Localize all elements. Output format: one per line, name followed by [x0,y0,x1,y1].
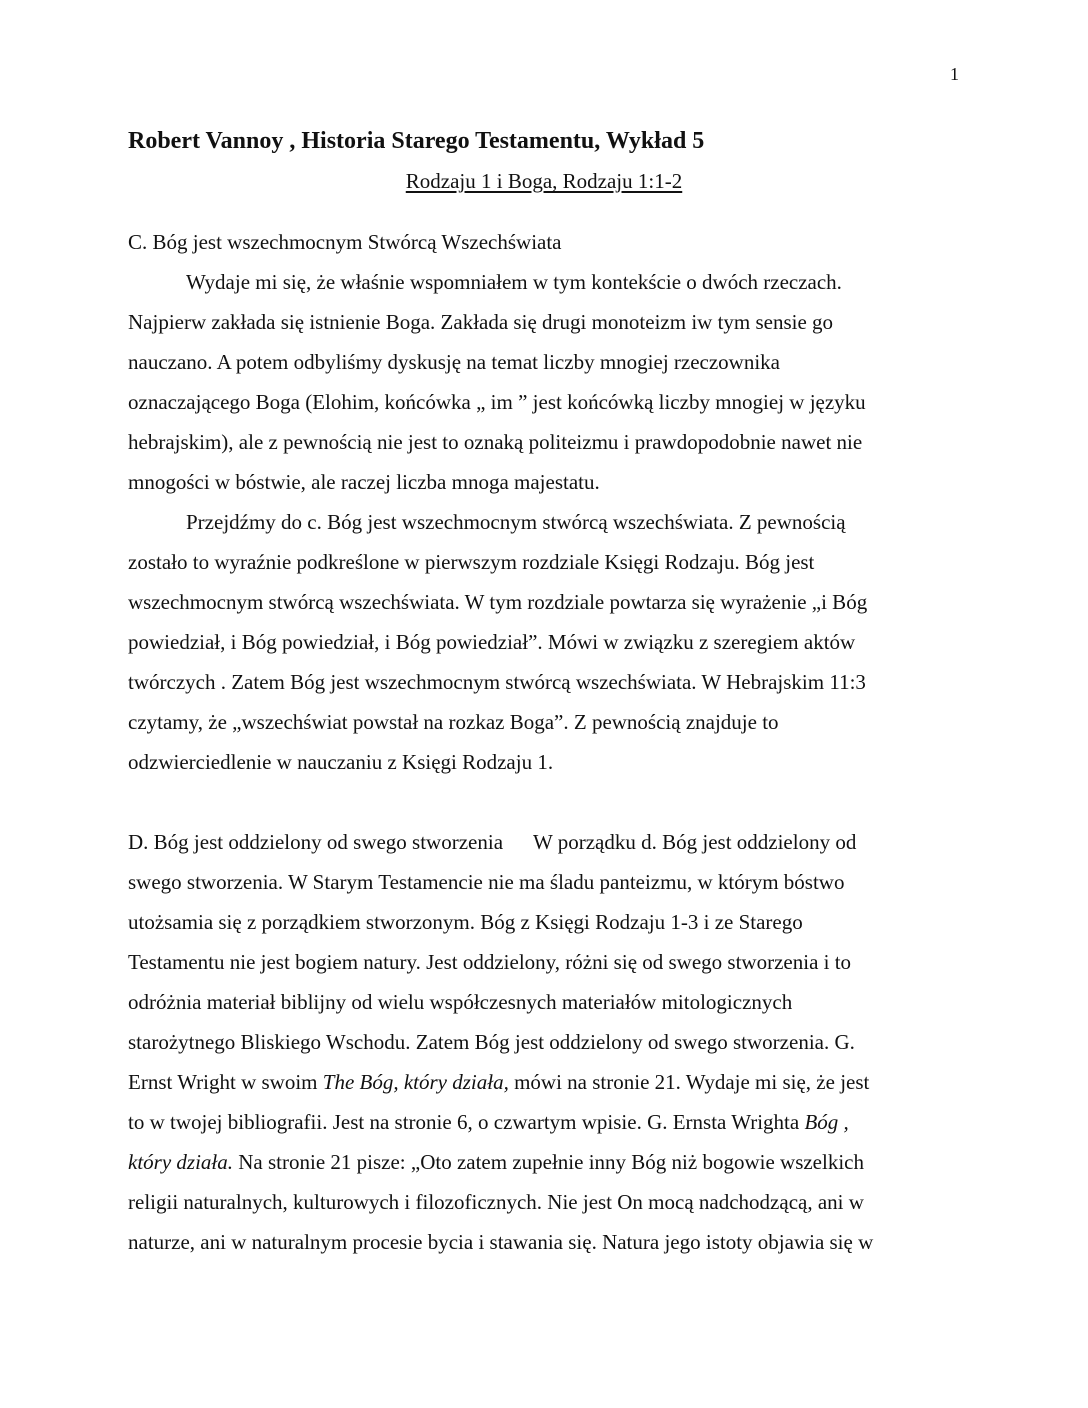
paragraph-line: nauczano. A potem odbyliśmy dyskusję na temat liczby mnogiej rzeczownika [128,350,780,374]
paragraph-line: zostało to wyraźnie podkreślone w pierwszym rozdziale Księgi Rodzaju. Bóg jest [128,550,815,574]
section-d-line [128,822,968,862]
paragraph-2 [128,502,968,782]
paragraph-line: swego stworzenia. W Starym Testamencie nie ma śladu panteizmu, w którym bóstwo [128,870,845,894]
paragraph-line: mnogości w bóstwie, ale raczej liczba mnoga majestatu. [128,470,600,494]
paragraph-text: to w twojej bibliografii. Jest na stronie 6, o czwartym wpisie. G. Ernsta Wrighta [128,1110,805,1134]
paragraph-line: Testamentu nie jest bogiem natury. Jest oddzielony, różni się od swego stworzenia i to [128,950,852,974]
paragraph-line: utożsamia się z porządkiem stworzonym. Bóg z Księgi Rodzaju 1-3 i ze Starego [128,910,803,934]
paragraph-line: Najpierw zakłada się istnienie Boga. Zakłada się drugi monoteizm iw tym sensie go [128,310,834,334]
paragraph-text: Ernst Wright w swoim [128,1070,323,1094]
paragraph-line: odróżnia materiał biblijny od wielu współczesnych materiałów mitologicznych [128,990,793,1014]
paragraph-text: W porządku d. Bóg jest oddzielony od [533,830,857,854]
paragraph-line: powiedział, i Bóg powiedział, i Bóg powiedział”. Mówi w związku z szeregiem aktów [128,630,856,654]
paragraph-line: odzwierciedlenie w nauczaniu z Księgi Rodzaju 1. [128,750,554,774]
paragraph-line: twórczych . Zatem Bóg jest wszechmocnym stwórcą wszechświata. W Hebrajskim 11:3 [128,670,866,694]
book-title: Bóg , [804,1110,849,1134]
paragraph-line: Wydaje mi się, że właśnie wspomniałem w tym kontekście o dwóch rzeczach. [186,270,842,294]
book-title: The Bóg, który działa, [322,1070,509,1094]
paragraph-line: naturze, ani w naturalnym procesie bycia i stawania się. Natura jego istoty objawia się w [128,1230,874,1254]
paragraph-3 [128,822,968,1262]
paragraph-line: Przejdźmy do c. Bóg jest wszechmocnym stwórcą wszechświata. Z pewnością [186,510,846,534]
subtitle [0,169,1088,194]
subtitle-text: Rodzaju 1 i Boga, Rodzaju 1:1-2 [405,169,683,193]
paragraph-text: Na stronie 21 pisze: „Oto zatem zupełnie inny Bóg niż bogowie wszelkich [233,1150,864,1174]
paragraph-line [128,1062,968,1102]
section-d-heading: D. Bóg jest oddzielony od swego stworzenia [128,830,504,854]
paragraph-line [128,1102,968,1142]
paragraph-text: mówi na stronie 21. Wydaje mi się, że jest [508,1070,870,1094]
paragraph-line [128,1142,968,1182]
paragraph-line: czytamy, że „wszechświat powstał na rozkaz Boga”. Z pewnością znajduje to [128,710,779,734]
paragraph-1 [128,262,968,502]
book-title: który działa. [128,1150,233,1174]
paragraph-line: wszechmocnym stwórcą wszechświata. W tym rozdziale powtarza się wyrażenie „i Bóg [128,590,868,614]
page-title: Robert Vannoy , Historia Starego Testamentu, Wykład 5 [128,128,705,154]
document-body [128,222,968,1262]
page-number: 1 [950,64,959,84]
paragraph-line: hebrajskim), ale z pewnością nie jest to oznaką politeizmu i prawdopodobnie nawet nie [128,430,863,454]
section-c-heading: C. Bóg jest wszechmocnym Stwórcą Wszechświata [128,230,562,254]
paragraph-line: religii naturalnych, kulturowych i filozoficznych. Nie jest On mocą nadchodzącą, ani w [128,1190,864,1214]
paragraph-line: oznaczającego Boga (Elohim, końcówka „ im ” jest końcówką liczby mnogiej w języku [128,390,866,414]
paragraph-gap [128,782,968,822]
paragraph-line: starożytnego Bliskiego Wschodu. Zatem Bóg jest oddzielony od swego stworzenia. G. [128,1030,855,1054]
